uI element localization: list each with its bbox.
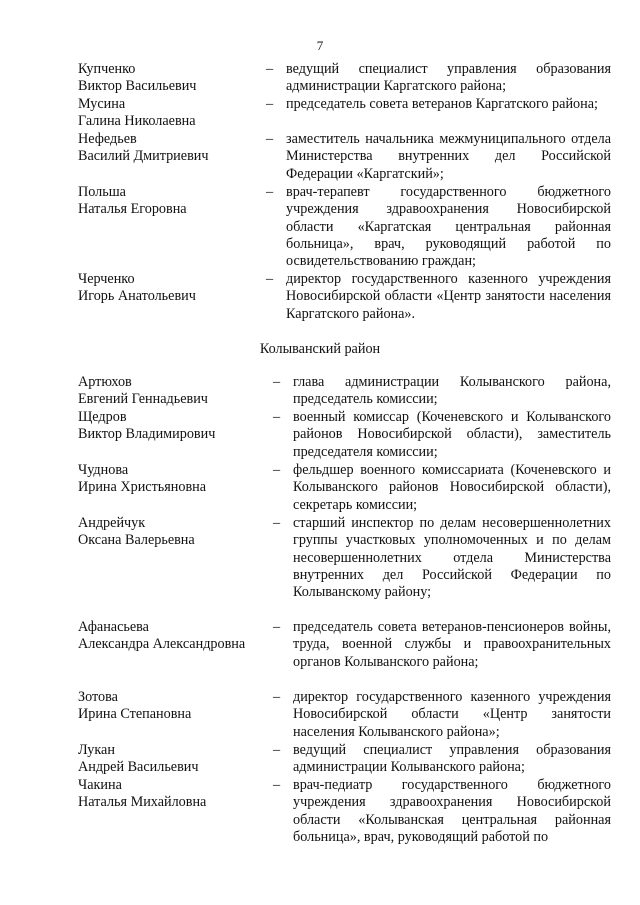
member-name <box>78 462 268 497</box>
member-role: директор государственного казенного учреждения Новосибирской области «Центр занятости населения Каргатского района». <box>286 271 611 322</box>
member-surname: Андрейчук <box>78 515 146 531</box>
page-number: 7 <box>316 38 324 53</box>
member-name <box>78 96 268 131</box>
separator-dash: – <box>273 515 281 531</box>
member-entry <box>0 619 640 689</box>
separator-dash: – <box>266 184 274 200</box>
separator-dash: – <box>273 689 281 705</box>
member-given-name: Евгений Геннадьевич <box>78 391 208 408</box>
member-surname: Чуднова <box>78 462 129 478</box>
member-entry <box>0 271 640 324</box>
member-role: военный комиссар (Коченевского и Колыванского районов Новосибирской области), заместитель председателя комиссии; <box>293 409 611 460</box>
member-entry <box>0 742 640 777</box>
member-surname: Чакина <box>78 777 122 793</box>
member-given-name: Наталья Егоровна <box>78 201 187 218</box>
member-name <box>78 742 268 777</box>
member-entry <box>0 462 640 515</box>
member-given-name: Оксана Валерьевна <box>78 532 195 549</box>
member-surname: Купченко <box>78 61 136 77</box>
district-heading: Колыванский район <box>259 341 381 357</box>
member-role: председатель совета ветеранов-пенсионеров войны, труда, военной службы и правоохранительных органов Колыванского района; <box>293 619 611 670</box>
separator-dash: – <box>266 61 274 77</box>
member-role: заместитель начальника межмуниципального отдела Министерства внутренних дел Российской Федерации «Каргатский»; <box>286 131 611 182</box>
member-given-name: Игорь Анатольевич <box>78 288 196 305</box>
member-role: глава администрации Колыванского района, председатель комиссии; <box>293 374 611 408</box>
member-entry <box>0 689 640 742</box>
member-role: ведущий специалист управления образования администрации Каргатского района; <box>286 61 611 95</box>
member-entry <box>0 96 640 131</box>
member-name <box>78 184 268 219</box>
member-role: директор государственного казенного учреждения Новосибирской области «Центр занятости населения Колыванского района»; <box>293 689 611 740</box>
member-given-name: Виктор Владимирович <box>78 426 216 443</box>
member-given-name: Ирина Степановна <box>78 706 192 723</box>
member-name <box>78 515 268 550</box>
separator-dash: – <box>273 374 281 390</box>
separator-dash: – <box>266 271 274 287</box>
member-surname: Польша <box>78 184 126 200</box>
separator-dash: – <box>273 462 281 478</box>
member-name <box>78 619 268 654</box>
member-given-name: Ирина Христьяновна <box>78 479 207 496</box>
member-role: фельдшер военного комиссариата (Коченевского и Колыванского районов Новосибирской области), секретарь комиссии; <box>293 462 611 513</box>
member-surname: Афанасьева <box>78 619 149 635</box>
separator-dash: – <box>266 96 274 112</box>
member-name <box>78 131 268 166</box>
member-given-name: Андрей Васильевич <box>78 759 199 776</box>
member-entry <box>0 515 640 619</box>
member-given-name: Наталья Михайловна <box>78 794 207 811</box>
member-entry <box>0 777 640 847</box>
member-entry <box>0 184 640 271</box>
commission-list-kargat <box>0 61 640 324</box>
separator-dash: – <box>273 409 281 425</box>
separator-dash: – <box>273 619 281 635</box>
member-role: врач-терапевт государственного бюджетного учреждения здравоохранения Новосибирской области «Каргатская центральная районная больница», врач, руководящий работой по освидетельствованию граждан; <box>286 184 611 270</box>
member-role: ведущий специалист управления образования администрации Колыванского района; <box>293 742 611 776</box>
member-role: врач-педиатр государственного бюджетного учреждения здравоохранения Новосибирской области «Колыванская центральная районная больница», врач, руководящий работой по <box>293 777 611 845</box>
member-role: председатель совета ветеранов Каргатского района; <box>286 96 598 112</box>
member-entry <box>0 131 640 184</box>
commission-list-kolyvan <box>0 374 640 847</box>
separator-dash: – <box>273 742 281 758</box>
member-surname: Черченко <box>78 271 135 287</box>
member-given-name: Галина Николаевна <box>78 113 196 130</box>
member-role: старший инспектор по делам несовершеннолетних группы участковых уполномоченных и по делам несовершеннолетних отдела Министерства внутренних дел Российской Федерации по Колыванскому району; <box>293 515 611 601</box>
member-given-name: Александра Александровна <box>78 636 246 653</box>
member-surname: Мусина <box>78 96 126 112</box>
member-entry <box>0 61 640 96</box>
member-surname: Нефедьев <box>78 131 137 147</box>
separator-dash: – <box>273 777 281 793</box>
member-entry <box>0 409 640 462</box>
member-surname: Зотова <box>78 689 118 705</box>
member-name <box>78 61 268 96</box>
member-given-name: Виктор Васильевич <box>78 78 197 95</box>
member-name <box>78 777 268 812</box>
member-surname: Щедров <box>78 409 127 425</box>
member-entry <box>0 374 640 409</box>
member-given-name: Василий Дмитриевич <box>78 148 209 165</box>
member-name <box>78 271 268 306</box>
member-name <box>78 409 268 444</box>
member-name <box>78 689 268 724</box>
member-surname: Артюхов <box>78 374 132 390</box>
member-name <box>78 374 268 409</box>
separator-dash: – <box>266 131 274 147</box>
member-surname: Лукан <box>78 742 115 758</box>
